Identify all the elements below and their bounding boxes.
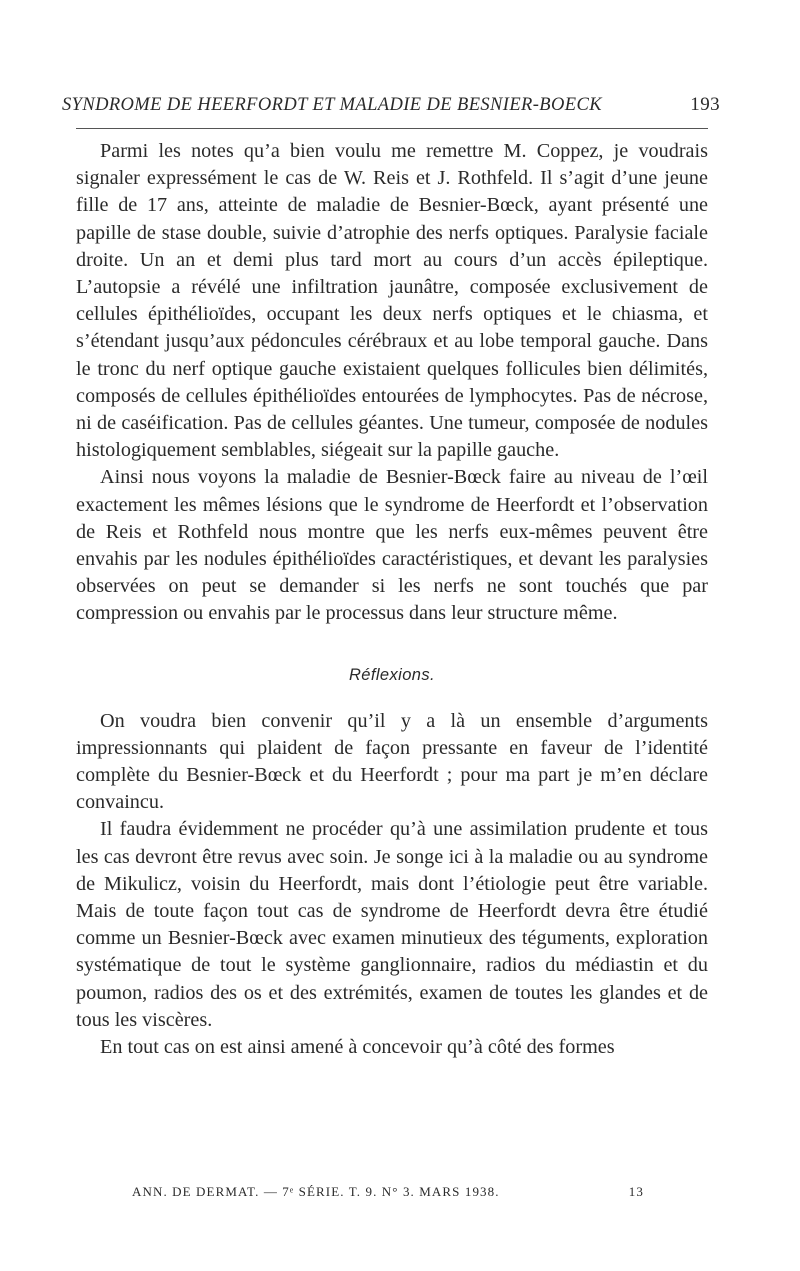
page-number: 193 [690, 94, 720, 115]
running-title: SYNDROME DE HEERFORDT ET MALADIE DE BESNIER-BOECK [62, 95, 602, 115]
running-head [62, 92, 720, 118]
section-heading: Réflexions. [348, 665, 436, 684]
paragraph: En tout cas on est ainsi amené à concevoir qu’à côté des formes [100, 1036, 615, 1059]
page-footer [132, 1181, 644, 1203]
paragraph: Il faudra évidemment ne procéder qu’à une assimilation prudente et tous les cas devront être revus avec soin. Je songe ici à la maladie ou au syndrome de Mikulicz, voisin du Heerfordt, mais dont l’étiologie peut être variable. Mais de toute façon tout cas de syndrome de Heerfordt devra être étudié comme un Besnier-Bœck avec examen minutieux des téguments, exploration systématique de tout le système ganglionnaire, radios du médiastin et du poumon, radios des os et des extrémités, examen de toutes les glandes et de tous les viscères. [76, 818, 708, 1031]
paragraph: On voudra bien convenir qu’il y a là un ensemble d’arguments impressionnants qui plaident de façon pressante en faveur de l’identité complète du Besnier-Bœck et du Heerfordt ; pour ma part je m’en déclare convaincu. [76, 709, 708, 814]
journal-citation: ANN. DE DERMAT. — 7ᵉ SÉRIE. T. 9. N° 3. MARS 1938. [132, 1184, 500, 1199]
paragraph: Ainsi nous voyons la maladie de Besnier-Bœck faire au niveau de l’œil exactement les mêmes lésions que le syndrome de Heerfordt et l’observation de Reis et Rothfeld nous montre que les nerfs eux-mêmes peuvent être envahis par les nodules épithélioïdes caractéristiques, et devant les paralysies observées on peut se demander si les nerfs ne sont touchés que par compression ou envahis par le processus dans leur structure même. [76, 466, 708, 625]
header-rule [76, 128, 708, 129]
signature-mark: 13 [628, 1184, 644, 1199]
paragraph: Parmi les notes qu’a bien voulu me remettre M. Coppez, je voudrais signaler expressément le cas de W. Reis et J. Rothfeld. Il s’agit d’une jeune fille de 17 ans, atteinte de maladie de Besnier-Bœck, ayant présenté une papille de stase double, suivie d’atrophie des nerfs optiques. Paralysie faciale droite. Un an et demi plus tard mort au cours d’un accès épileptique. L’autopsie a révélé une infiltration jaunâtre, composée exclusivement de cellules épithélioïdes, occupant les deux nerfs optiques et le chiasma, et s’étendant jusqu’aux pédoncules cérébraux et au lobe temporal gauche. Dans le tronc du nerf optique gauche existaient quelques follicules bien délimités, composés de cellules épithélioïdes entourées de lymphocytes. Pas de nécrose, ni de caséification. Pas de cellules géantes. Une tumeur, composée de nodules histologiquement semblables, siégeait sur la papille gauche. [76, 140, 708, 462]
body-text [76, 138, 708, 1061]
